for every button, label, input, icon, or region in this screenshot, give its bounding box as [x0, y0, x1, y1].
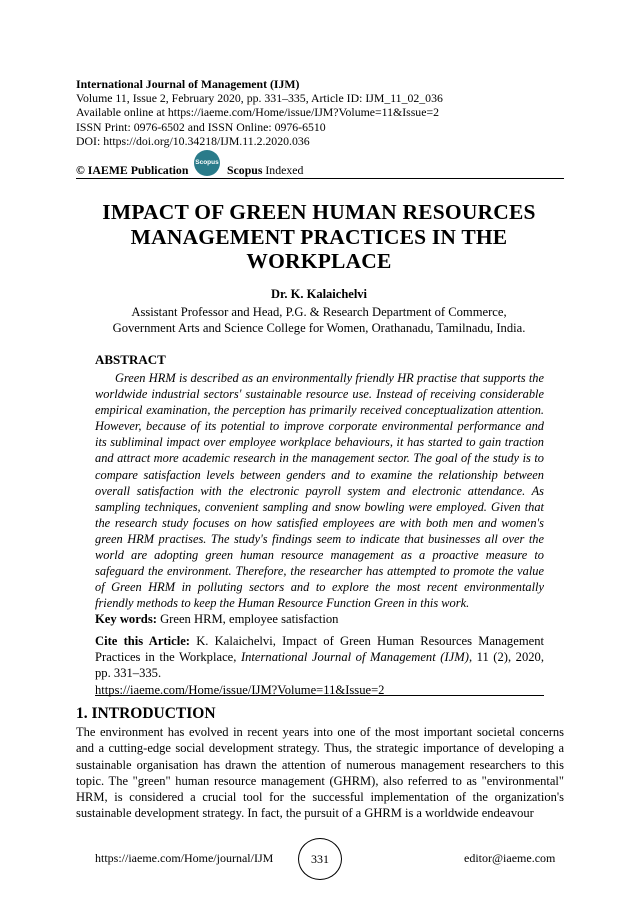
author-affiliation	[80, 304, 558, 336]
citation-url-link[interactable]: https://iaeme.com/Home/issue/IJM?Volume=11&Issue=2	[95, 682, 385, 697]
scopus-logo-icon: Scopus	[194, 150, 220, 176]
doi-line: DOI: https://doi.org/10.34218/IJM.11.2.2020.036	[76, 133, 310, 148]
footer-email-link[interactable]: editor@iaeme.com	[464, 851, 556, 865]
journal-title: International Journal of Management (IJM)	[76, 77, 300, 91]
keywords-value: Green HRM, employee satisfaction	[156, 612, 339, 626]
paper-title: IMPACT OF GREEN HUMAN RESOURCES MANAGEMENT PRACTICES IN THE WORKPLACE	[102, 200, 536, 273]
issn-line: ISSN Print: 0976-6502 and ISSN Online: 0976-6510	[76, 119, 326, 134]
publication-row	[76, 150, 564, 179]
keywords-label: Key words:	[95, 612, 157, 626]
journal-header	[76, 77, 562, 148]
volume-line: Volume 11, Issue 2, February 2020, pp. 331–335, Article ID: IJM_11_02_036	[76, 91, 443, 106]
affiliation-line-2: Government Arts and Science College for Women, Orathanadu, Tamilnadu, India.	[112, 321, 526, 335]
keywords	[95, 612, 338, 627]
citation-journal: International Journal of Management (IJM)	[240, 650, 469, 665]
citation-before-journal: K. Kalaichelvi, Impact of Green Human Resources Management Practices in the Workplace,	[95, 634, 545, 665]
abstract-text: Green HRM is described as an environmentally friendly HR practise that supports the worldwide industrial sectors' sustainable resource use. Instead of receiving considerable empirical examination, the perception has primarily received conceptualization attention. However, because of its potential to improve corporate environmental performance and its subliminal impact over employee workplace behaviours, it has started to gain traction and attract more academic research in the management sector. The goal of the study is to compare satisfaction levels between genders and to examine the relationship between overall satisfaction with the electronic payroll system and electronic attendance. As sampling techniques, convenient sampling and snow bowling were employed. Given that the research study focuses on how satisfied employees are with both men and women's green HRM practises. The study's findings seem to indicate that businesses all over the world are adopting green human resource management as a proactive measure to safeguard the environment. Therefore, the researcher has attempted to promote the value of Green HRM in polluting sectors and to explore the most recent environmentally friendly methods to keep the Human Resource Function Green in this work.	[95, 371, 544, 611]
citation-after-journal: , 11 (2), 2020, pp. 331–335.	[95, 650, 544, 681]
page-number: 331	[298, 838, 342, 880]
author-name: Dr. K. Kalaichelvi	[270, 287, 368, 301]
available-online-line: Available online at https://iaeme.com/Home/issue/IJM?Volume=11&Issue=2	[76, 105, 439, 120]
indexed-bold: Scopus	[227, 163, 263, 177]
citation-block	[95, 633, 544, 698]
footer-url-link[interactable]: https://iaeme.com/Home/journal/IJM	[95, 851, 274, 865]
citation-divider	[95, 695, 544, 696]
introduction-text: The environment has evolved in recent years into one of the most important societal concerns and a cutting-edge social development strategy. Thus, the strategic importance of developing a sustainable organisation has drawn the attention of numerous management researchers to this topic. The "green" human resource management (GHRM), also referred to as "environmental" HRM, is considered a crucial tool for the successful implementation of the organization's sustainable development strategy. In fact, the pursuit of a GHRM is a worldwide endeavour	[76, 725, 564, 821]
affiliation-line-1: Assistant Professor and Head, P.G. & Research Department of Commerce,	[131, 305, 507, 319]
citation-label: Cite this Article:	[95, 634, 190, 648]
publication-label: © IAEME Publication	[76, 163, 189, 177]
indexed-label	[227, 163, 303, 178]
indexed-rest: Indexed	[262, 163, 304, 177]
introduction-heading: 1. INTRODUCTION	[76, 705, 216, 722]
abstract-heading: ABSTRACT	[95, 352, 166, 367]
